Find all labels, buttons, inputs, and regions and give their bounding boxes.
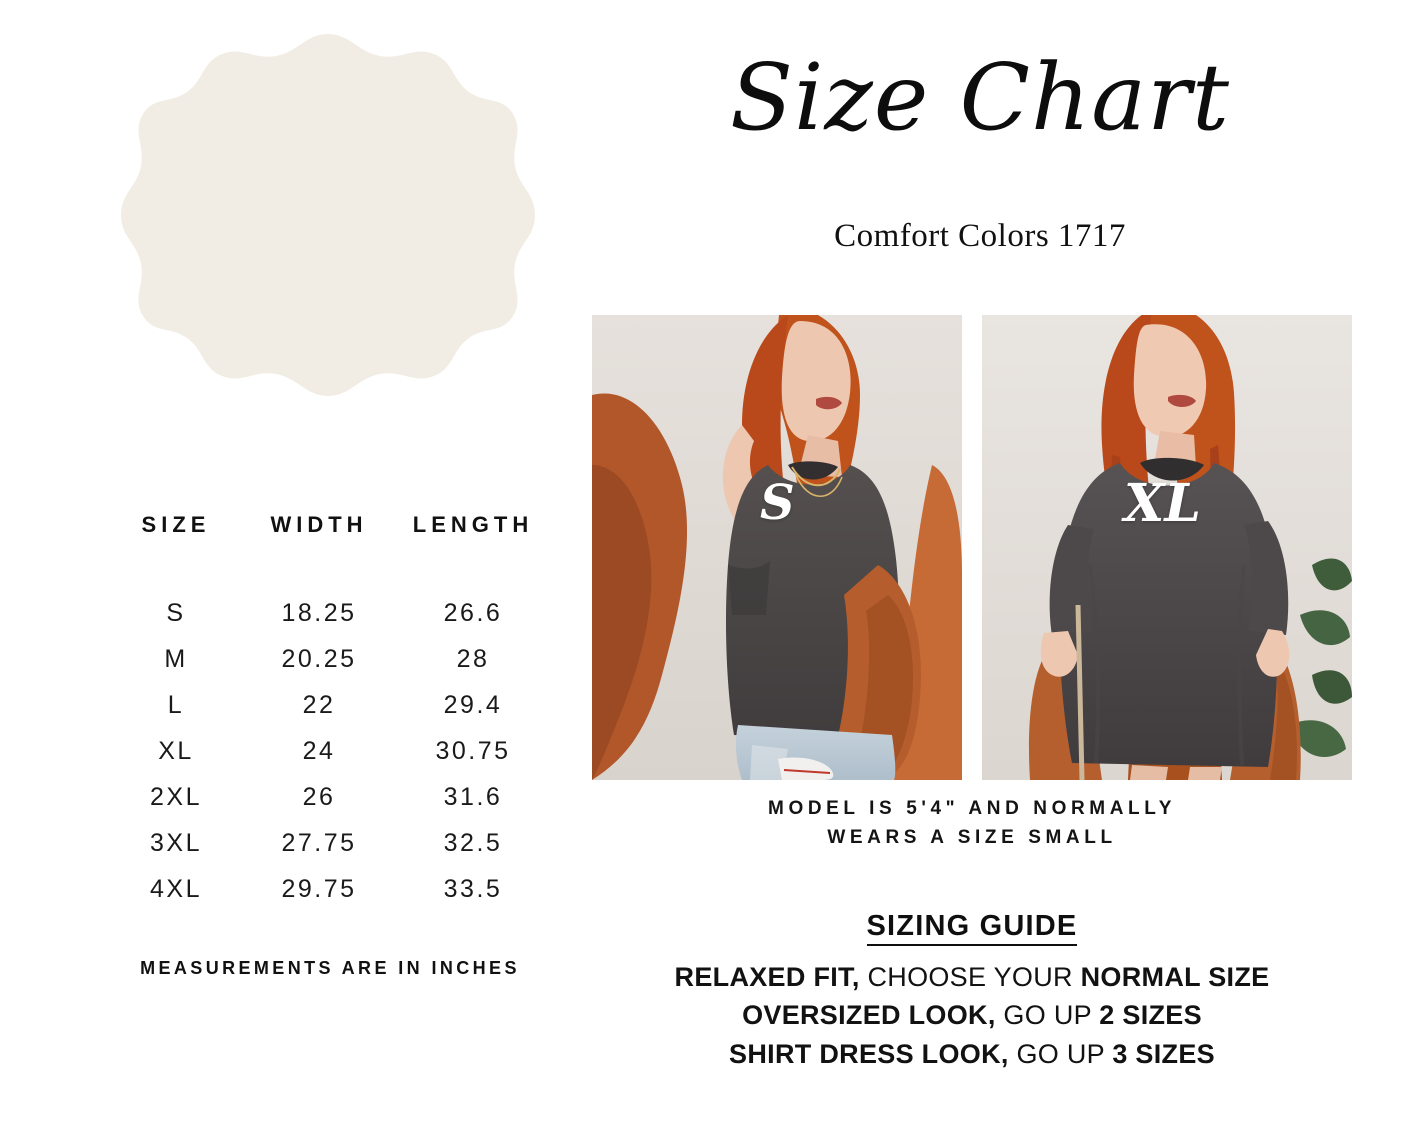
page-title: Size Chart	[729, 44, 1231, 151]
cell-size: 2XL	[150, 782, 202, 811]
cell-width: 18.25	[281, 598, 357, 627]
cell-width: 27.75	[281, 828, 357, 857]
table-row	[110, 728, 550, 774]
column-header-size: SIZE	[141, 512, 211, 537]
cell-length: 29.4	[443, 690, 503, 719]
model-note-line-1: MODEL IS 5'4" AND NORMALLY	[768, 798, 1176, 819]
cell-length: 30.75	[435, 736, 511, 765]
photo-size-small	[592, 315, 962, 780]
table-row	[110, 820, 550, 866]
table-row	[110, 682, 550, 728]
scalloped-blob-decoration	[118, 28, 538, 448]
sizing-guide-line-2-normal: GO UP	[995, 1000, 1100, 1031]
sizing-guide-line-1-bold: RELAXED FIT,	[674, 962, 860, 992]
sizing-guide-line-3-bold2: 3 SIZES	[1112, 1038, 1215, 1069]
cell-length: 26.6	[443, 598, 503, 627]
cell-width: 22	[302, 690, 336, 719]
sizing-guide-line	[592, 958, 1352, 996]
sizing-guide-title: SIZING GUIDE	[867, 910, 1078, 946]
photo-label-xl: XL	[1124, 473, 1201, 534]
cell-length: 28	[456, 644, 490, 673]
column-header-length: LENGTH	[412, 512, 534, 537]
cell-size: S	[166, 598, 186, 627]
cell-size: M	[164, 644, 188, 673]
table-row	[110, 590, 550, 636]
photo-label-s: S	[760, 475, 795, 531]
sizing-guide-line-1-bold2: NORMAL SIZE	[1080, 962, 1270, 992]
sizing-guide-title-wrap	[592, 910, 1352, 943]
size-table	[110, 512, 550, 912]
sizing-guide-lines	[592, 958, 1352, 1073]
sizing-guide-line-2-bold: OVERSIZED LOOK,	[742, 1000, 996, 1031]
cell-size: XL	[158, 736, 194, 765]
sizing-guide-line-3-normal: GO UP	[1008, 1038, 1113, 1069]
size-table-container	[110, 512, 550, 912]
model-note-line-2: WEARS A SIZE SMALL	[827, 826, 1117, 848]
sizing-guide-line-2-bold2: 2 SIZES	[1099, 1000, 1202, 1031]
model-photos	[592, 315, 1352, 780]
cell-width: 29.75	[281, 874, 357, 903]
column-header-width: WIDTH	[270, 512, 368, 537]
cell-length: 31.6	[443, 782, 503, 811]
table-header-row	[110, 512, 550, 590]
photo-size-xl	[982, 315, 1352, 780]
cell-size: 4XL	[150, 874, 202, 903]
cell-width: 24	[302, 736, 336, 765]
cell-size: L	[167, 690, 185, 719]
cell-length: 33.5	[443, 874, 503, 903]
cell-width: 20.25	[281, 644, 357, 673]
sizing-guide-line-3-bold: SHIRT DRESS LOOK,	[729, 1038, 1009, 1069]
cell-size: 3XL	[150, 828, 202, 857]
cell-length: 32.5	[443, 828, 503, 857]
sizing-guide-line	[592, 1035, 1352, 1073]
table-row	[110, 636, 550, 682]
measurements-footnote: MEASUREMENTS ARE IN INCHES	[140, 958, 520, 978]
sizing-guide-line	[592, 996, 1352, 1034]
model-note	[592, 795, 1352, 852]
page-subtitle: Comfort Colors 1717	[834, 218, 1126, 254]
table-row	[110, 774, 550, 820]
cell-width: 26	[302, 782, 336, 811]
table-row	[110, 866, 550, 912]
sizing-guide-line-1-normal: CHOOSE YOUR	[859, 962, 1081, 992]
